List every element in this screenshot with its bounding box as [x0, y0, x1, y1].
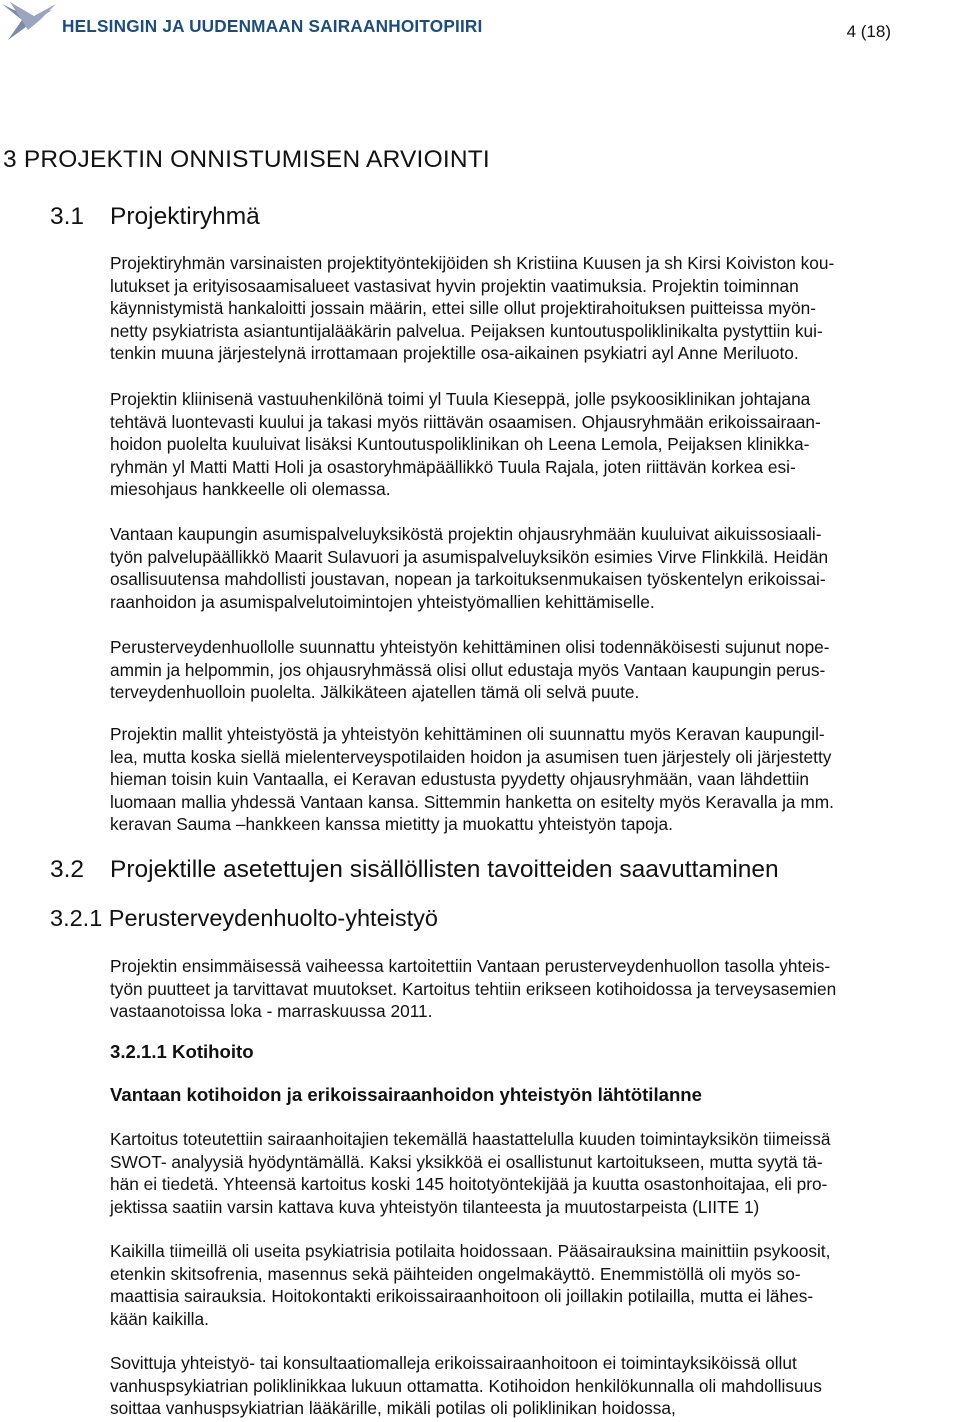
section-number: 3.1	[50, 203, 85, 230]
hus-logo	[0, 0, 483, 48]
page-number: 4 (18)	[846, 22, 891, 41]
paragraph-project-team: Projektiryhmän varsinaisten projektityöntekijöiden sh Kristiina Kuusen ja sh Kirsi Koiviston kou- lutukset ja erityisosaamisalueet vastasivat hyvin projektin vaatimuksia. Projektin toiminnan käynnistymistä hankaloitti jossain määrin, ettei sille ollut projektirahoituksen puitteissa myön- netty psykiatrista asiantuntijalääkärin palvelua. Peijaksen kuntoutuspoliklinikalta pystyttiin kui- tenkin muuna järjestelynä irrottamaan projektille osa-aikainen psykiatri ayl Anne Meriluoto.	[110, 253, 835, 364]
section-title: Projektiryhmä	[110, 203, 260, 230]
heading-section-3-2-1-1: 3.2.1.1 Kotihoito	[110, 1041, 254, 1062]
subheading-home-care: Vantaan kotihoidon ja erikoissairaanhoidon yhteistyön lähtötilanne	[110, 1084, 703, 1105]
heading-section-3-2	[50, 856, 779, 884]
paragraph-mapping: Projektin ensimmäisessä vaiheessa kartoitettiin Vantaan perusterveydenhuollon tasolla yhteis- työn puutteet ja tarvittavat muutokset. Kartoitus tehtiin erikseen kotihoidossa ja terveysasemien vastaanotoissa loka - marraskuussa 2011.	[110, 956, 837, 1022]
paragraph-clinical-lead: Projektin kliinisenä vastuuhenkilönä toimi yl Tuula Kieseppä, jolle psykoosiklinikan johtajana tehtävä luontevasti kuului ja takasi myös riittävän osaamisen. Ohjausryhmään erikoissairaan- hoidon puolelta kuuluivat lisäksi Kuntoutuspoliklinikan oh Leena Lemola, Peijaksen klinikka- ryhmän yl Matti Matti Holi ja osastoryhmäpäällikkö Tuula Rajala, joten riittävän korkea esi- miesohjaus hankkeelle oli olemassa.	[110, 389, 821, 500]
organization-name: HELSINGIN JA UUDENMAAN SAIRAANHOITOPIIRI	[62, 16, 483, 36]
hus-bird-logo-icon	[0, 0, 60, 48]
paragraph-primary-care: Perusterveydenhuollolle suunnattu yhteistyön kehittäminen olisi todennäköisesti sujunut nope- ammin ja helpommin, jos ohjausryhmässä olisi ollut edustaja myös Vantaan kaupungin perus- terveydenhuolloin puolelta. Jälkikäteen ajatellen tämä oli selvä puute.	[110, 637, 830, 703]
heading-section-3-1	[50, 203, 260, 231]
paragraph-kerava: Projektin mallit yhteistyöstä ja yhteistyön kehittäminen oli suunnattu myös Keravan kaupungil- lea, mutta koska siellä mielenterveyspotilaiden hoidon ja asumisen tuen järjestely oli järjestetty hieman toisin kuin Vantaalla, ei Keravan edustusta pyydetty ohjausryhmään, vaan lähdettiin luomaan mallia yhdessä Vantaan kansa. Sittemmin hanketta on esitelty myös Keravalla ja mm. keravan Sauma –hankkeen kanssa mietitty ja muokattu yhteistyön tapoja.	[110, 724, 834, 835]
section-title: Projektille asetettujen sisällöllisten tavoitteiden saavuttaminen	[110, 856, 779, 883]
paragraph-swot: Kartoitus toteutettiin sairaanhoitajien tekemällä haastattelulla kuuden toimintayksikön tiimeissä SWOT- analyysiä hyödyntämällä. Kaksi yksikköä ei osallistunut kartoitukseen, mutta syytä tä- hän ei tiedetä. Yhteensä kartoitus koski 145 hoitotyöntekijää ja kuutta osastonhoitajaa, eli pro- jektissa saatiin varsin kattava kuva yhteistyön tilanteesta ja muutostarpeista (LIITE 1)	[110, 1129, 831, 1217]
paragraph-vantaa-housing: Vantaan kaupungin asumispalveluyksiköstä projektin ohjausryhmään kuuluivat aikuissosiaali- työn palvelupäällikkö Maarit Sulavuori ja asumispalveluyksikön esimies Virve Flinkkilä. Heidän osallisuutensa mahdollisti joustavan, nopean ja tarkoituksenmukaisen työskentelyn erikoissai- raanhoidon ja asumispalvelutoimintojen yhteistyömallien kehittämiselle.	[110, 524, 829, 612]
section-number: 3.2	[50, 856, 85, 883]
paragraph-consultation: Sovittuja yhteistyö- tai konsultaatiomalleja erikoissairaanhoitoon ei toimintayksiköissä ollut vanhuspsykiatrian poliklinikkaa lukuun ottamatta. Kotihoidon henkilökunnalla oli mahdollisuus soittaa vanhuspsykiatrian lääkärille, mikäli potilas oli poliklinikan hoidossa,	[110, 1353, 822, 1419]
heading-section-3: 3 PROJEKTIN ONNISTUMISEN ARVIOINTI	[3, 146, 490, 173]
heading-section-3-2-1: 3.2.1 Perusterveydenhuolto-yhteistyö	[50, 905, 438, 931]
paragraph-patients: Kaikilla tiimeillä oli useita psykiatrisia potilaita hoidossaan. Pääsairauksina mainittiin psykoosit, etenkin skitsofrenia, masennus sekä päihteiden ongelmakäyttö. Enemmistöllä oli myös so- maattisia sairauksia. Hoitokontakti erikoissairaanhoitoon oli joillakin potilailla, mutta ei lähes- kään kaikilla.	[110, 1241, 831, 1329]
